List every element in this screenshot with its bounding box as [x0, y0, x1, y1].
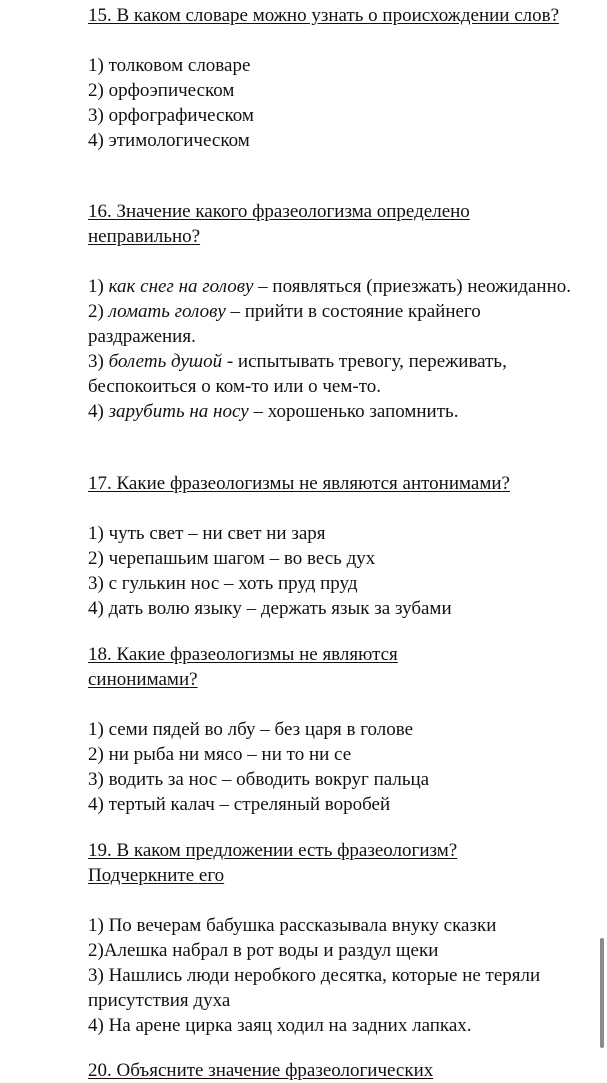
answer-option: 3) с гулькин нос – хоть пруд пруд — [88, 573, 358, 594]
answer-option: 4) дать волю языку – держать язык за зубами — [88, 598, 452, 619]
answer-option: 4) этимологическом — [88, 130, 250, 151]
question-heading: 16. Значение какого фразеологизма определено неправильно? — [88, 201, 470, 247]
question-heading: 19. В каком предложении есть фразеологизм? Подчеркните его — [88, 840, 458, 886]
phraseologism: как снег на голову — [108, 276, 254, 297]
answer-option: 2)Алешка набрал в рот воды и раздул щеки — [88, 940, 439, 961]
answer-option: 1) По вечерам бабушка рассказывала внуку сказки — [88, 915, 497, 936]
question-17 — [88, 471, 578, 621]
question-heading: 15. В каком словаре можно узнать о происхождении слов? — [88, 5, 560, 26]
answer-option: 2) черепашьим шагом – во весь дух — [88, 548, 376, 569]
answer-options — [88, 521, 578, 621]
question-15 — [88, 3, 578, 153]
phraseologism: болеть душой — [108, 351, 223, 372]
answer-option: 2) ни рыба ни мясо – ни то ни се — [88, 744, 352, 765]
answer-options — [88, 913, 578, 1038]
question-16 — [88, 199, 578, 424]
option-definition: - испытывать тревогу, переживать, беспокоиться о ком-то или о чем-то. — [88, 351, 507, 397]
phraseologism: ломать голову — [108, 301, 226, 322]
answer-option: 3) водить за нос – обводить вокруг пальца — [88, 769, 430, 790]
option-number: 3) — [88, 351, 109, 372]
question-heading: 17. Какие фразеологизмы не являются антонимами? — [88, 473, 510, 494]
answer-options — [88, 53, 578, 153]
answer-option — [88, 349, 578, 399]
option-definition: – прийти в состояние крайнего раздражения. — [88, 301, 481, 347]
option-definition: – появляться (приезжать) неожиданно. — [253, 276, 571, 297]
option-number: 4) — [88, 401, 109, 422]
answer-options — [88, 274, 578, 424]
answer-option: 1) семи пядей во лбу – без царя в голове — [88, 719, 414, 740]
question-heading: 18. Какие фразеологизмы не являются синонимами? — [88, 644, 398, 690]
option-definition: – хорошенько запомнить. — [248, 401, 459, 422]
answer-options — [88, 717, 578, 817]
option-number: 1) — [88, 276, 109, 297]
scrollbar-thumb[interactable] — [600, 938, 604, 1048]
answer-option: 3) Нашлись люди неробкого десятка, которые не теряли присутствия духа — [88, 965, 541, 1011]
answer-option: 2) орфоэпическом — [88, 80, 235, 101]
question-heading: 20. Объясните значение фразеологических — [88, 1060, 434, 1081]
answer-option: 1) толковом словаре — [88, 55, 251, 76]
answer-option: 1) чуть свет – ни свет ни заря — [88, 523, 326, 544]
answer-option: 4) На арене цирка заяц ходил на задних лапках. — [88, 1015, 472, 1036]
option-number: 2) — [88, 301, 109, 322]
answer-option — [88, 274, 578, 299]
question-18 — [88, 642, 578, 817]
question-19 — [88, 838, 578, 1038]
phraseologism: зарубить на носу — [108, 401, 249, 422]
answer-option — [88, 399, 578, 424]
answer-option: 4) тертый калач – стреляный воробей — [88, 794, 391, 815]
answer-option: 3) орфографическом — [88, 105, 254, 126]
question-20 — [88, 1058, 578, 1083]
answer-option — [88, 299, 578, 349]
